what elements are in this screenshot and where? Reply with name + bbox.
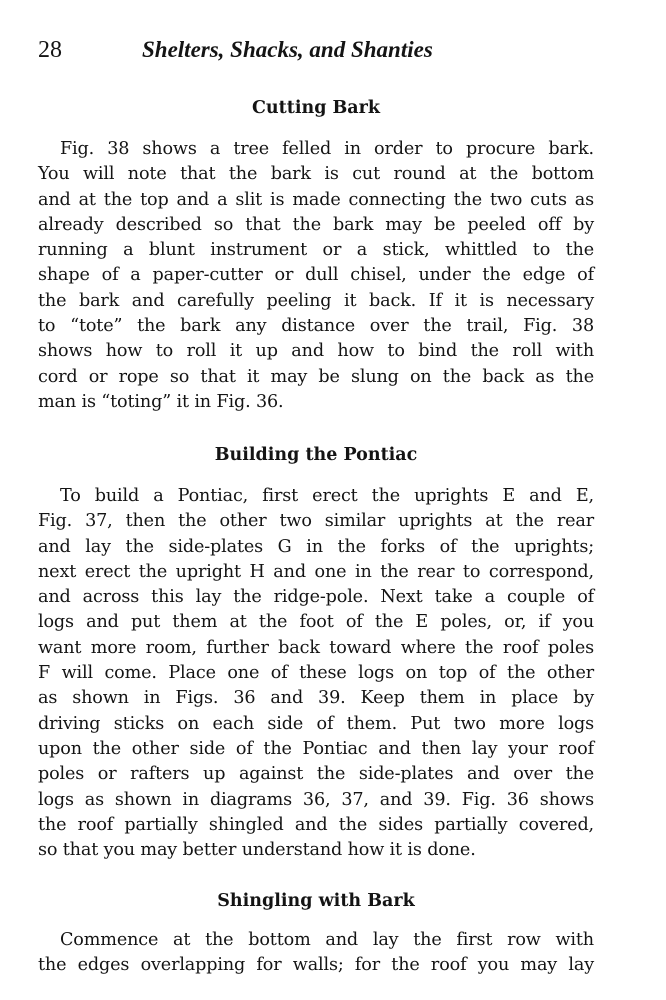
text-line: To build a Pontiac, first erect the uprights E and E, [60, 486, 594, 506]
text-line: Fig. 38 shows a tree felled in order to procure bark. [60, 139, 594, 159]
text-line: Commence at the bottom and lay the first row with [60, 930, 594, 950]
text-line: want more room, further back toward where the roof poles [38, 637, 594, 658]
section-heading-cutting-bark: Cutting Bark [252, 98, 380, 118]
text-line: poles or rafters up against the side-plates and over the [38, 764, 594, 785]
text-line: shape of a paper-cutter or dull chisel, under the edge of [38, 265, 594, 286]
text-line: next erect the upright H and one in the rear to correspond, [38, 561, 594, 582]
text-line: the roof partially shingled and the sides partially covered, [38, 814, 594, 835]
text-line: man is “toting” it in Fig. 36. [38, 391, 284, 412]
text-line: logs and put them at the foot of the E poles, or, if you [38, 612, 594, 633]
text-line: running a blunt instrument or a stick, whittled to the [38, 240, 594, 261]
page-number: 28 [38, 37, 62, 63]
paragraph-building-the-pontiac [38, 484, 594, 863]
text-line: F will come. Place one of these logs on top of the other [38, 663, 594, 684]
text-line: Fig. 37, then the other two similar uprights at the rear [38, 511, 594, 532]
text-line: cord or rope so that it may be slung on the back as the [38, 366, 594, 387]
text-line: driving sticks on each side of them. Put two more logs [38, 713, 594, 734]
text-line: so that you may better understand how it is done. [38, 840, 476, 861]
text-line: to “tote” the bark any distance over the trail, Fig. 38 [38, 316, 594, 337]
text-line: and at the top and a slit is made connecting the two cuts as [38, 189, 594, 210]
text-line: the edges overlapping for walls; for the roof you may lay [38, 955, 594, 976]
section-heading-shingling-with-bark: Shingling with Bark [217, 891, 415, 911]
text-line: and across this lay the ridge-pole. Next take a couple of [38, 587, 594, 608]
text-line: and lay the side-plates G in the forks of the uprights; [38, 536, 594, 557]
running-title: Shelters, Shacks, and Shanties [142, 37, 433, 62]
text-line: shows how to roll it up and how to bind the roll with [38, 341, 594, 362]
text-line: already described so that the bark may be peeled off by [38, 214, 594, 235]
section-heading-building-the-pontiac: Building the Pontiac [214, 445, 418, 465]
running-head [38, 32, 598, 68]
text-line: You will note that the bark is cut round at the bottom [38, 164, 594, 185]
paragraph-cutting-bark [38, 137, 594, 415]
text-line: as shown in Figs. 36 and 39. Keep them in place by [38, 688, 594, 709]
text-line: upon the other side of the Pontiac and then lay your roof [38, 738, 594, 759]
paragraph-shingling-with-bark [38, 928, 594, 979]
text-line: logs as shown in diagrams 36, 37, and 39. Fig. 36 shows [38, 789, 594, 810]
text-line: the bark and carefully peeling it back. If it is necessary [38, 290, 594, 311]
